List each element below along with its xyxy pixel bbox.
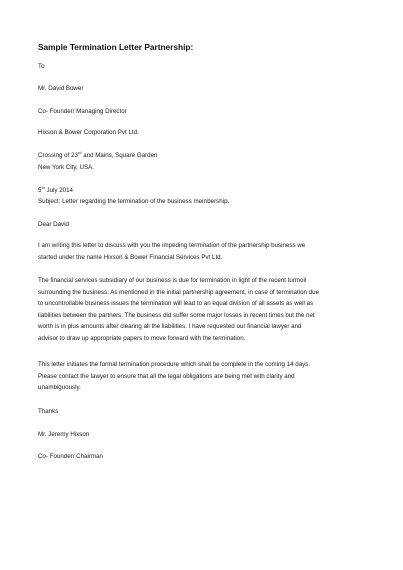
recipient-name: Mr. David Bower <box>38 85 84 92</box>
address-line-1 <box>38 152 157 160</box>
address-line-2: New York City, USA. <box>38 164 94 171</box>
paragraph-2 <box>38 275 378 345</box>
paragraph-2-line: to uncontrollable business issues the termination will lead to an equal division of all assets as well as <box>38 300 314 308</box>
to-label: To <box>38 63 45 70</box>
letter-subject: Subject: Letter regarding the termination of the business membership. <box>38 198 230 205</box>
salutation: Dear David <box>38 221 69 228</box>
paragraph-2-line: The financial services subsidiary of our business is due for termination in light of the recent turmoil <box>38 277 307 284</box>
recipient-company: Hixson & Bower Corporation Pvt Ltd. <box>38 129 139 136</box>
recipient-title: Co- Founder/ Managing Director <box>38 108 127 115</box>
closing: Thanks <box>38 408 59 415</box>
date-day: 5 <box>38 187 42 194</box>
paragraph-3-line: Please contact the lawyer to ensure that all the legal obligations are being met with clarity and <box>38 372 295 380</box>
paragraph-2-line: worth is in plus amounts after clearing all the liabilities. I have requested our financial lawyer and <box>38 323 302 331</box>
letter-date <box>38 187 73 195</box>
address-line-1-sup: rd <box>77 150 82 155</box>
letter-title: Sample Termination Letter Partnership: <box>38 42 194 52</box>
paragraph-2-line: liabilities between the partners. The business did suffer some major losses in recent times but the net <box>38 311 315 319</box>
paragraph-1-line: I am writing this letter to discuss with you the impeding termination of the partnership business we <box>38 242 306 249</box>
paragraph-1 <box>38 240 378 263</box>
paragraph-2-line: surrounding the business. As mentioned in the initial partnership agreement, in case of termination due <box>38 288 320 296</box>
sender-name: Mr. Jeremy Hixson <box>38 431 90 438</box>
paragraph-3 <box>38 359 378 394</box>
paragraph-2-line: advisor to draw up appropriate papers to move forward with the termination. <box>38 334 246 342</box>
date-sup: th <box>41 185 45 190</box>
date-rest: July 2014 <box>44 187 74 194</box>
address-line-1-suffix: and Mains, Square Garden <box>81 152 158 159</box>
address-line-1-prefix: Crossing of 23 <box>38 152 78 159</box>
sender-title: Co- Founder/ Chairman <box>38 453 103 460</box>
paragraph-3-line: unambiguously. <box>38 384 81 392</box>
paragraph-3-line: This letter initiates the formal termination procedure which shall be complete in the coming 14 days. <box>38 361 311 368</box>
paragraph-1-line: started under the name Hixson & Bower Financial Services Pvt Ltd. <box>38 253 223 261</box>
